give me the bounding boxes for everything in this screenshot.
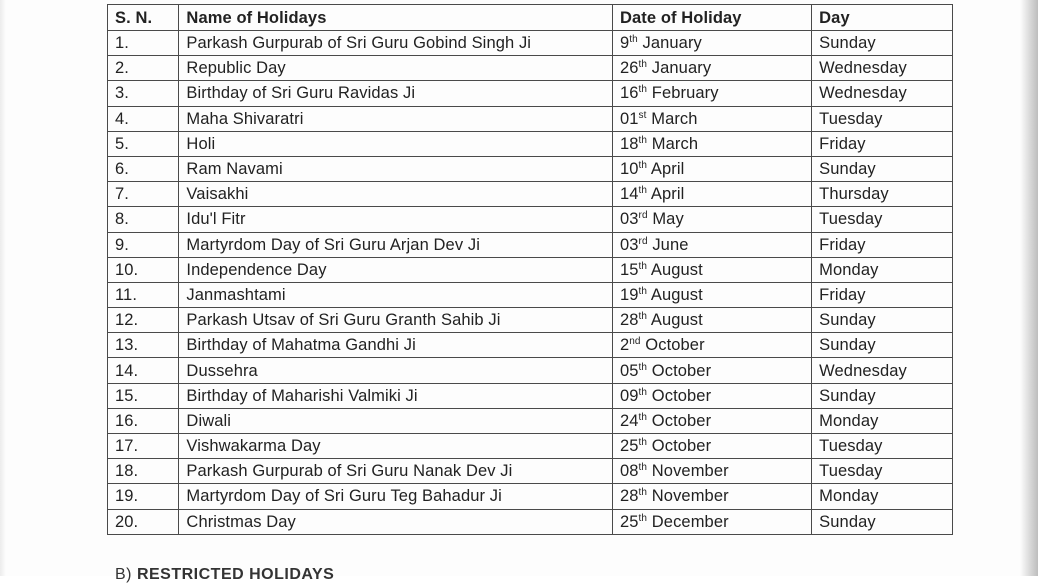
cell-sn: 20. (108, 509, 179, 534)
cell-date (612, 182, 811, 207)
cell-date (612, 106, 811, 131)
cell-day: Wednesday (812, 358, 953, 383)
header-date: Date of Holiday (612, 5, 811, 31)
date-suffix: rd (638, 235, 648, 247)
date-suffix: th (638, 386, 648, 398)
cell-date (612, 131, 811, 156)
table-row (108, 383, 953, 408)
section-prefix: B) (115, 566, 132, 583)
cell-day: Monday (812, 408, 953, 433)
table-row (108, 56, 953, 81)
cell-day: Friday (812, 282, 953, 307)
date-suffix: th (638, 437, 648, 449)
table-row (108, 282, 953, 307)
header-sn: S. N. (108, 5, 179, 31)
date-month: August (650, 311, 703, 330)
date-suffix: rd (638, 210, 648, 222)
table-row (108, 408, 953, 433)
table-row (108, 459, 953, 484)
cell-day: Tuesday (812, 459, 953, 484)
cell-holiday-name: Vaisakhi (179, 182, 613, 207)
date-number: 05 (619, 361, 639, 380)
date-suffix: th (638, 185, 648, 197)
date-suffix: th (638, 160, 648, 172)
cell-sn: 1. (108, 31, 179, 56)
date-month: October (651, 437, 712, 456)
cell-date (612, 257, 811, 282)
cell-date (612, 509, 811, 534)
cell-day: Sunday (812, 333, 953, 358)
date-number: 25 (619, 437, 639, 456)
table-row (108, 31, 953, 56)
cell-sn: 18. (108, 459, 179, 484)
cell-holiday-name: Independence Day (179, 257, 613, 282)
table-row (108, 106, 953, 131)
cell-day: Tuesday (812, 207, 953, 232)
date-number: 15 (619, 260, 639, 279)
date-month: December (651, 512, 729, 531)
date-suffix: st (638, 109, 647, 121)
date-month: May (652, 210, 684, 229)
cell-holiday-name: Parkash Utsav of Sri Guru Granth Sahib Ji (179, 308, 613, 333)
table-body (108, 31, 953, 535)
cell-holiday-name: Diwali (179, 408, 613, 433)
cell-holiday-name: Vishwakarma Day (179, 434, 613, 459)
table-row (108, 257, 953, 282)
cell-sn: 13. (108, 333, 179, 358)
cell-holiday-name: Ram Navami (179, 156, 613, 181)
date-number: 28 (619, 311, 639, 330)
cell-day: Friday (812, 232, 953, 257)
cell-holiday-name: Dussehra (179, 358, 613, 383)
table-row (108, 509, 953, 534)
date-month: October (651, 361, 712, 380)
cell-sn: 8. (108, 207, 179, 232)
cell-sn: 4. (108, 106, 179, 131)
cell-day: Monday (812, 484, 953, 509)
table-row (108, 81, 953, 106)
cell-holiday-name: Martyrdom Day of Sri Guru Teg Bahadur Ji (179, 484, 613, 509)
cell-sn: 12. (108, 308, 179, 333)
date-suffix: th (629, 34, 638, 46)
table-row (108, 358, 953, 383)
cell-date (612, 207, 811, 232)
date-suffix: th (638, 84, 648, 96)
cell-date (612, 31, 811, 56)
table-row (108, 232, 953, 257)
date-number: 08 (619, 462, 639, 481)
table-row (108, 333, 953, 358)
cell-sn: 5. (108, 131, 179, 156)
cell-date (612, 484, 811, 509)
date-month: October (651, 386, 712, 405)
cell-date (612, 81, 811, 106)
date-number: 14 (619, 185, 639, 204)
date-suffix: th (638, 361, 648, 373)
table-row (108, 131, 953, 156)
date-number: 03 (619, 210, 639, 229)
cell-day: Tuesday (812, 434, 953, 459)
table-row (108, 182, 953, 207)
header-name: Name of Holidays (179, 5, 613, 31)
date-number: 16 (619, 84, 639, 103)
date-month: April (650, 160, 685, 179)
cell-sn: 6. (108, 156, 179, 181)
cell-date (612, 282, 811, 307)
cell-day: Sunday (812, 383, 953, 408)
gazetted-holidays-table (107, 4, 953, 535)
cell-holiday-name: Maha Shivaratri (179, 106, 613, 131)
date-month: January (651, 59, 712, 78)
header-day: Day (812, 5, 953, 31)
cell-day: Tuesday (812, 106, 953, 131)
cell-sn: 15. (108, 383, 179, 408)
cell-holiday-name: Christmas Day (179, 509, 613, 534)
section-title: RESTRICTED HOLIDAYS (136, 566, 335, 583)
header-row (108, 5, 953, 31)
table-row (108, 207, 953, 232)
date-month: April (650, 185, 685, 204)
cell-sn: 9. (108, 232, 179, 257)
cell-holiday-name: Republic Day (179, 56, 613, 81)
date-month: November (651, 462, 729, 481)
cell-sn: 11. (108, 282, 179, 307)
cell-sn: 3. (108, 81, 179, 106)
cell-holiday-name: Parkash Gurpurab of Sri Guru Nanak Dev Ji (179, 459, 613, 484)
date-number: 18 (619, 134, 639, 153)
cell-day: Monday (812, 257, 953, 282)
cell-date (612, 383, 811, 408)
date-month: March (651, 109, 698, 128)
date-number: 01 (619, 109, 639, 128)
cell-date (612, 232, 811, 257)
scan-edge-shadow (1020, 0, 1038, 576)
cell-day: Friday (812, 131, 953, 156)
date-number: 26 (619, 59, 639, 78)
cell-day: Sunday (812, 509, 953, 534)
date-number: 10 (619, 160, 639, 179)
table-row (108, 434, 953, 459)
cell-sn: 16. (108, 408, 179, 433)
date-month: January (642, 34, 702, 53)
table-row (108, 308, 953, 333)
date-suffix: th (638, 487, 648, 499)
date-number: 09 (619, 386, 639, 405)
cell-day: Wednesday (812, 56, 953, 81)
date-number: 24 (619, 411, 639, 430)
date-month: October (645, 336, 705, 355)
date-suffix: nd (629, 336, 641, 348)
table-row (108, 484, 953, 509)
cell-date (612, 308, 811, 333)
date-month: February (651, 84, 719, 103)
cell-day: Thursday (812, 182, 953, 207)
date-suffix: th (638, 285, 648, 297)
cell-date (612, 56, 811, 81)
table-row (108, 156, 953, 181)
cell-sn: 17. (108, 434, 179, 459)
date-number: 9 (619, 34, 630, 53)
cell-sn: 19. (108, 484, 179, 509)
date-number: 25 (619, 512, 639, 531)
cell-date (612, 434, 811, 459)
cell-date (612, 408, 811, 433)
cell-day: Sunday (812, 308, 953, 333)
date-suffix: th (638, 411, 648, 423)
table-header (108, 5, 953, 31)
date-month: June (652, 235, 689, 254)
date-number: 03 (619, 235, 639, 254)
cell-date (612, 156, 811, 181)
date-suffix: th (638, 260, 648, 272)
cell-holiday-name: Birthday of Maharishi Valmiki Ji (179, 383, 613, 408)
cell-sn: 10. (108, 257, 179, 282)
cell-holiday-name: Parkash Gurpurab of Sri Guru Gobind Singh Ji (179, 31, 613, 56)
date-month: October (651, 411, 712, 430)
cell-date (612, 358, 811, 383)
date-suffix: th (638, 59, 648, 71)
cell-date (612, 459, 811, 484)
scan-left-shade (0, 0, 6, 576)
cell-day: Sunday (812, 156, 953, 181)
date-month: November (651, 487, 729, 506)
cell-holiday-name: Idu'l Fitr (179, 207, 613, 232)
date-suffix: th (638, 311, 648, 323)
cell-day: Wednesday (812, 81, 953, 106)
cell-sn: 7. (108, 182, 179, 207)
cell-sn: 2. (108, 56, 179, 81)
cell-holiday-name: Martyrdom Day of Sri Guru Arjan Dev Ji (179, 232, 613, 257)
cell-sn: 14. (108, 358, 179, 383)
date-number: 2 (619, 336, 630, 355)
date-number: 19 (619, 285, 639, 304)
date-month: August (650, 285, 703, 304)
cell-date (612, 333, 811, 358)
restricted-holidays-heading (115, 566, 334, 584)
date-suffix: th (638, 134, 648, 146)
cell-holiday-name: Janmashtami (179, 282, 613, 307)
cell-holiday-name: Birthday of Sri Guru Ravidas Ji (179, 81, 613, 106)
cell-holiday-name: Birthday of Mahatma Gandhi Ji (179, 333, 613, 358)
date-month: March (651, 134, 699, 153)
date-number: 28 (619, 487, 639, 506)
date-suffix: th (638, 462, 648, 474)
date-suffix: th (638, 512, 648, 524)
date-month: August (650, 260, 703, 279)
cell-holiday-name: Holi (179, 131, 613, 156)
cell-day: Sunday (812, 31, 953, 56)
